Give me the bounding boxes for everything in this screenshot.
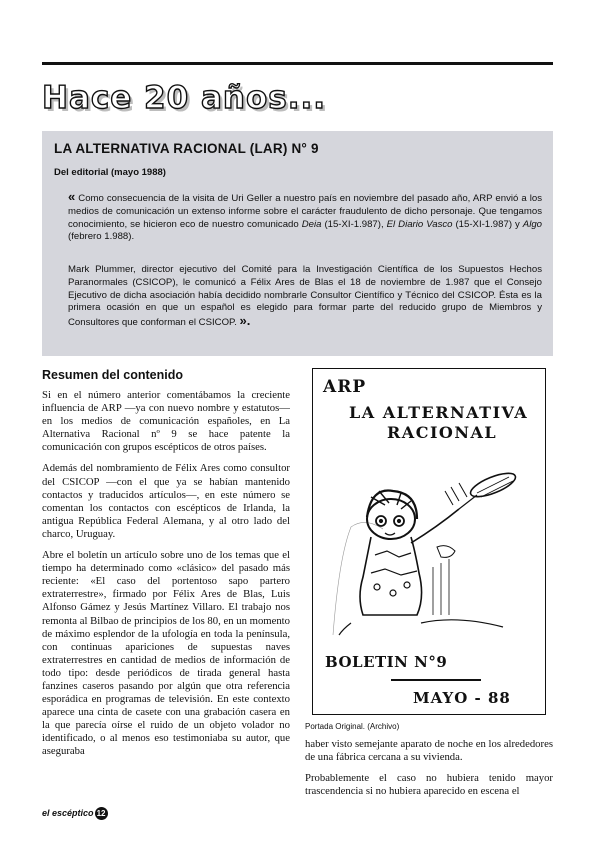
cover-date: MAYO - 88 [413, 689, 511, 707]
editorial-paragraph-2: Mark Plummer, director ejecutivo del Comité para la Investigación Científica de los Supuestos Hechos Paranormales (CSICOP), le comunicó a Félix Ares de Blas el 18 de noviembre de 1.987 que el Consejo Ejecutivo de dicha asociación había decidido nombrarle Consultor Científico y Técnico del CSICOP. Ésta es la primera ocasión en que un español es elegido para formar parte del reducido grupo de Miembros y Consultores que conforman el CSICOP. ». [68, 264, 542, 329]
alien-listening-illustration-icon [327, 447, 531, 637]
image-caption: Portada Original. (Archivo) [305, 722, 400, 731]
page-footer [42, 807, 108, 820]
cover-arp: ARP [323, 377, 367, 397]
left-paragraph-1: Si en el número anterior comentábamos la creciente influencia de ARP —ya con nuevo nombre y estatutos— en los medios de comunicación españoles, en La Alternativa Racional nº 9 se hace patente la comunicación con grupos escépticos de otros países. [42, 389, 290, 454]
top-rule [42, 62, 553, 65]
cover-title-line1: LA ALTERNATIVA [349, 403, 529, 422]
close-quote: ». [239, 313, 251, 329]
left-column [42, 389, 290, 767]
right-column [305, 738, 553, 806]
page-title: Hace 20 años... [42, 80, 327, 116]
left-paragraph-2: Además del nombramiento de Félix Ares como consultor del CSICOP —con el que ya se habían mantenido contactos y traducidos artículos—, en este número se comentan los contactos con escépticos de Irlanda, la antigua República Federal Alemana, y al otro lado del charco, Uruguay. [42, 462, 290, 540]
page-number: 12 [95, 807, 108, 820]
box-title: LA ALTERNATIVA RACIONAL (LAR) N° 9 [54, 141, 319, 156]
left-paragraph-3: Abre el boletín un artículo sobre uno de los temas que el tiempo ha determinado como «clásico» del pasado más reciente: «El caso del portentoso sapo partero extraterrestre», firmado por Félix Ares de Blas, Luis Alfonso Gámez y Jesús Martínez Villaro. El trabajo nos remonta al Bilbao de principios de los 80, en un momento de máximo esplendor de la ufología en toda la península, con continuas apariciones de supuestas naves extraterrestres en cantidad de medios de información de todo tipo: desde periódicos de tirada general hasta fanzines caseros pasando por algún que otra referencia esporádica en programas de televisión. En este contexto aparece una cinta de casete con una grabación casera en la que parecía oírse el ruido de un objeto volador no identificado, o al menos eso testimoniaba su autor, que aseguraba [42, 549, 290, 758]
right-paragraph-2: Probablemente el caso no hubiera tenido mayor trascendencia si no hubiera aparecido en escena el [305, 772, 553, 798]
section-title: Resumen del contenido [42, 368, 183, 382]
box-subtitle: Del editorial (mayo 1988) [54, 167, 166, 178]
open-quote: « [68, 189, 76, 204]
cover-boletin: BOLETIN N°9 [325, 653, 448, 671]
editorial-box [42, 131, 553, 356]
editorial-paragraph-1: « Como consecuencia de la visita de Uri Geller a nuestro país en noviembre del pasado año, ARP envió a los medios de comunicación un extenso informe sobre el carácter fraudulento de dicho personaje. Que tengamos conocimiento, se hicieron eco de nuestro comunicado Deia (15-XI-1.987), El Diario Vasco (15-XI-1.987) y Algo (febrero 1.988). [68, 189, 542, 243]
cover-rule [391, 679, 481, 681]
cover-title-line2: RACIONAL [387, 423, 498, 442]
cover-image [312, 368, 546, 715]
right-paragraph-1: haber visto semejante aparato de noche en los alrededores de una fábrica cercana a su vivienda. [305, 738, 553, 764]
footer-magazine: el escéptico [42, 808, 94, 818]
